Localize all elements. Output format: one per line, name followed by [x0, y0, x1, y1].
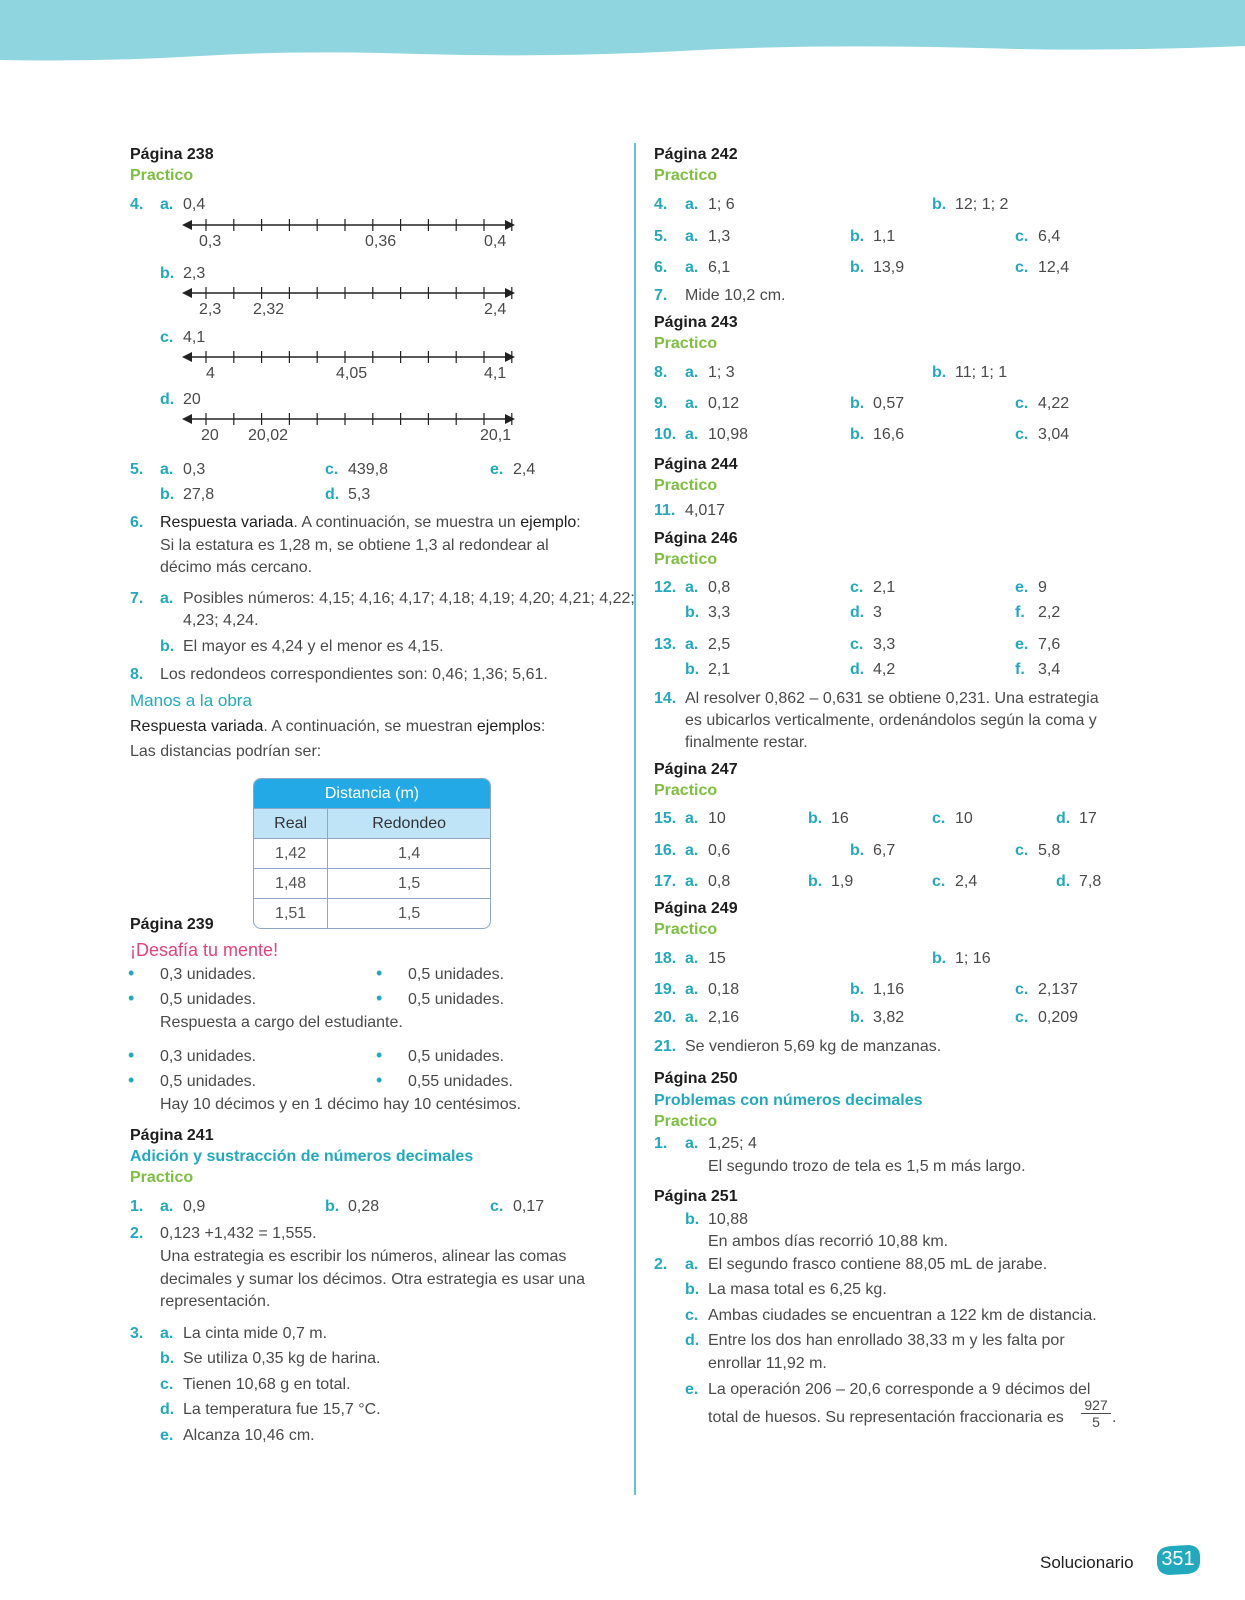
- page-heading-239: Página 239: [130, 916, 214, 933]
- answer-19c: 2,137: [1038, 981, 1079, 998]
- item-number: 11.: [654, 502, 676, 519]
- section-practico: Practico: [654, 335, 718, 352]
- letter-b: b.: [850, 426, 865, 443]
- answer-5a: 1,3: [708, 228, 731, 245]
- answer-13f: 3,4: [1038, 661, 1061, 678]
- answer-14-line1: Al resolver 0,862 – 0,631 se obtiene 0,231. Una estrategia: [685, 690, 1099, 707]
- page-heading-246: Página 246: [654, 530, 738, 547]
- answer-6b: 13,9: [873, 259, 905, 276]
- letter-b: b.: [850, 1009, 865, 1026]
- emphasis: ejemplos: [476, 718, 541, 735]
- letter-b: b.: [160, 1350, 175, 1367]
- answer-2b: La masa total es 6,25 kg.: [708, 1281, 887, 1298]
- tick-label: 2,3: [199, 301, 222, 318]
- item-number: 6.: [130, 514, 144, 531]
- item-number: 18.: [654, 950, 677, 967]
- text: . A continuación, se muestran: [263, 718, 477, 735]
- number-line-4d: [180, 408, 525, 430]
- section-manos-a-la-obra: Manos a la obra: [130, 691, 252, 710]
- period: .: [1112, 1409, 1117, 1426]
- answer-6-line2: Si la estatura es 1,28 m, se obtiene 1,3 al redondear al: [160, 537, 549, 554]
- desafia-answer: 0,5 unidades.: [408, 966, 505, 983]
- manos-line2: Las distancias podrían ser:: [130, 743, 322, 760]
- answer-2e-line1: La operación 206 – 20,6 corresponde a 9 décimos del: [708, 1381, 1091, 1398]
- letter-d: d.: [850, 661, 865, 678]
- answer-15d: 17: [1079, 810, 1097, 827]
- column-divider: [634, 143, 636, 1495]
- number-line-4b: [180, 282, 525, 304]
- letter-d: d.: [1056, 810, 1071, 827]
- answer-9b: 0,57: [873, 395, 905, 412]
- answer-3c: Tienen 10,68 g en total.: [183, 1376, 351, 1393]
- answer-1b-line2: En ambos días recorrió 10,88 km.: [708, 1233, 949, 1250]
- answer-7b: El mayor es 4,24 y el menor es 4,15.: [183, 638, 444, 655]
- answer-6a: 6,1: [708, 259, 731, 276]
- section-practico: Practico: [654, 1113, 718, 1130]
- desafia-note: Hay 10 décimos y en 1 décimo hay 10 centésimos.: [160, 1096, 522, 1113]
- item-number: 12.: [654, 579, 677, 596]
- letter-a: a.: [685, 950, 699, 967]
- letter-a: a.: [160, 1325, 174, 1342]
- answer-7a-line1: Posibles números: 4,15; 4,16; 4,17; 4,18; 4,19; 4,20; 4,21; 4,22;: [183, 590, 635, 607]
- letter-a: a.: [685, 259, 699, 276]
- item-number: 9.: [654, 395, 668, 412]
- page-heading-238: Página 238: [130, 146, 214, 163]
- answer-4b: 2,3: [183, 265, 206, 282]
- item-number: 21.: [654, 1038, 677, 1055]
- letter-c: c.: [1015, 259, 1029, 276]
- answer-7: Mide 10,2 cm.: [685, 287, 786, 304]
- letter-a: a.: [685, 1256, 699, 1273]
- answer-1c: 0,17: [513, 1198, 545, 1215]
- emphasis: Respuesta variada: [160, 514, 294, 531]
- table-row: [254, 838, 490, 868]
- letter-a: a.: [685, 873, 699, 890]
- answer-2-line3: decimales y sumar los décimos. Otra estrategia es usar una: [160, 1271, 586, 1288]
- item-number: 13.: [654, 636, 677, 653]
- emphasis: ejemplo: [520, 514, 577, 531]
- answer-4c: 4,1: [183, 329, 206, 346]
- page-heading-247: Página 247: [654, 761, 738, 778]
- item-number: 2.: [654, 1256, 668, 1273]
- letter-b: b.: [685, 604, 700, 621]
- letter-c: c.: [685, 1307, 699, 1324]
- letter-a: a.: [685, 842, 699, 859]
- desafia-note: Respuesta a cargo del estudiante.: [160, 1014, 403, 1031]
- answer-18a: 15: [708, 950, 726, 967]
- answer-12f: 2,2: [1038, 604, 1061, 621]
- answer-1a: 0,9: [183, 1198, 206, 1215]
- letter-d: d.: [685, 1332, 700, 1349]
- tick-label: 4: [206, 365, 215, 382]
- bullet-icon: •: [376, 1070, 383, 1090]
- bullet-icon: •: [128, 1070, 135, 1090]
- item-number: 10.: [654, 426, 677, 443]
- page-number-badge: [1153, 1543, 1203, 1577]
- fraction-numerator: 927: [1081, 1397, 1111, 1414]
- tick-label: 20,1: [480, 427, 512, 444]
- letter-d: d.: [160, 391, 175, 408]
- tick-label: 2,32: [253, 301, 285, 318]
- section-practico: Practico: [130, 167, 194, 184]
- answer-3a: La cinta mide 0,7 m.: [183, 1325, 328, 1342]
- answer-13d: 4,2: [873, 661, 896, 678]
- answer-21: Se vendieron 5,69 kg de manzanas.: [685, 1038, 942, 1055]
- answer-1a: 1,25; 4: [708, 1135, 757, 1152]
- bullet-icon: •: [128, 963, 135, 983]
- bullet-icon: •: [128, 988, 135, 1008]
- letter-a: a.: [160, 196, 174, 213]
- page-number: 351: [1161, 1548, 1195, 1570]
- item-number: 5.: [654, 228, 668, 245]
- fraction-denominator: 5: [1092, 1414, 1100, 1430]
- desafia-answer: 0,3 unidades.: [160, 1048, 257, 1065]
- letter-a: a.: [685, 579, 699, 596]
- answer-19b: 1,16: [873, 981, 905, 998]
- answer-5d: 5,3: [348, 486, 371, 503]
- answer-3b: Se utiliza 0,35 kg de harina.: [183, 1350, 381, 1367]
- answer-13a: 2,5: [708, 636, 731, 653]
- letter-b: b.: [850, 259, 865, 276]
- answer-2c: Ambas ciudades se encuentran a 122 km de distancia.: [708, 1307, 1097, 1324]
- letter-a: a.: [685, 395, 699, 412]
- page-heading-241: Página 241: [130, 1127, 214, 1144]
- section-problemas: Problemas con números decimales: [654, 1092, 923, 1109]
- answer-15c: 10: [955, 810, 973, 827]
- page-heading-244: Página 244: [654, 456, 738, 473]
- answer-15a: 10: [708, 810, 726, 827]
- letter-d: d.: [1056, 873, 1071, 890]
- tick-label: 20,02: [248, 427, 289, 444]
- answer-3e: Alcanza 10,46 cm.: [183, 1427, 315, 1444]
- letter-b: b.: [932, 196, 947, 213]
- answer-9a: 0,12: [708, 395, 740, 412]
- answer-4a: 1; 6: [708, 196, 735, 213]
- bullet-icon: •: [376, 963, 383, 983]
- bullet-icon: •: [376, 988, 383, 1008]
- answer-10a: 10,98: [708, 426, 749, 443]
- answer-17c: 2,4: [955, 873, 978, 890]
- answer-2d-line1: Entre los dos han enrollado 38,33 m y les falta por: [708, 1332, 1065, 1349]
- letter-d: d.: [325, 486, 340, 503]
- answer-5b: 1,1: [873, 228, 896, 245]
- answer-18b: 1; 16: [955, 950, 991, 967]
- answer-13b: 2,1: [708, 661, 731, 678]
- footer-label: Solucionario: [1040, 1553, 1134, 1572]
- letter-f: f.: [1015, 604, 1025, 621]
- answer-2e-line2: total de huesos. Su representación fraccionaria es: [708, 1409, 1064, 1426]
- letter-a: a.: [160, 461, 174, 478]
- answer-12e: 9: [1038, 579, 1047, 596]
- item-number: 7.: [654, 287, 668, 304]
- answer-13c: 3,3: [873, 636, 896, 653]
- answer-19a: 0,18: [708, 981, 740, 998]
- answer-2-line1: 0,123 +1,432 = 1,555.: [160, 1225, 317, 1242]
- letter-c: c.: [490, 1198, 504, 1215]
- answer-10c: 3,04: [1038, 426, 1070, 443]
- answer-1a-line2: El segundo trozo de tela es 1,5 m más largo.: [708, 1158, 1026, 1175]
- tick-label: 4,05: [336, 365, 368, 382]
- letter-e: e.: [490, 461, 504, 478]
- answer-2-line2: Una estrategia es escribir los números, alinear las comas: [160, 1248, 567, 1265]
- section-desafia: ¡Desafía tu mente!: [130, 940, 279, 960]
- letter-a: a.: [685, 196, 699, 213]
- letter-b: b.: [808, 810, 823, 827]
- letter-d: d.: [850, 604, 865, 621]
- tick-label: 20: [201, 427, 219, 444]
- answer-4b: 12; 1; 2: [955, 196, 1009, 213]
- answer-9c: 4,22: [1038, 395, 1070, 412]
- section-practico: Practico: [654, 921, 718, 938]
- letter-a: a.: [160, 590, 174, 607]
- answer-2-line4: representación.: [160, 1293, 271, 1310]
- item-number: 20.: [654, 1009, 677, 1026]
- item-number: 8.: [130, 666, 144, 683]
- letter-b: b.: [850, 981, 865, 998]
- table-cell: 1,4: [328, 838, 490, 868]
- page-heading-249: Página 249: [654, 900, 738, 917]
- desafia-answer: 0,5 unidades.: [408, 991, 505, 1008]
- item-number: 4.: [654, 196, 668, 213]
- letter-b: b.: [850, 842, 865, 859]
- letter-b: b.: [850, 228, 865, 245]
- letter-b: b.: [685, 1211, 700, 1228]
- emphasis: Respuesta variada: [130, 718, 264, 735]
- desafia-answer: 0,5 unidades.: [160, 991, 257, 1008]
- item-number: 3.: [130, 1325, 144, 1342]
- answer-13e: 7,6: [1038, 636, 1061, 653]
- item-number: 8.: [654, 364, 668, 381]
- letter-e: e.: [1015, 636, 1029, 653]
- answer-20b: 3,82: [873, 1009, 905, 1026]
- answer-14-line2: es ubicarlos verticalmente, ordenándolos según la coma y: [685, 712, 1097, 729]
- letter-c: c.: [1015, 228, 1029, 245]
- letter-b: b.: [160, 638, 175, 655]
- text: :: [540, 718, 546, 735]
- distance-table: [253, 778, 491, 929]
- letter-a: a.: [685, 1135, 699, 1152]
- page-heading-242: Página 242: [654, 146, 738, 163]
- answer-7a-line2: 4,23; 4,24.: [183, 612, 259, 629]
- answer-11: 4,017: [685, 502, 726, 519]
- table-row: [254, 868, 490, 898]
- answer-6-line3: décimo más cercano.: [160, 559, 313, 576]
- answer-4d: 20: [183, 391, 201, 408]
- table-cell: 1,51: [254, 898, 328, 928]
- letter-c: c.: [850, 636, 864, 653]
- desafia-answer: 0,5 unidades.: [408, 1048, 505, 1065]
- letter-b: b.: [685, 1281, 700, 1298]
- letter-c: c.: [932, 873, 946, 890]
- item-number: 2.: [130, 1225, 144, 1242]
- letter-c: c.: [1015, 981, 1029, 998]
- letter-b: b.: [325, 1198, 340, 1215]
- answer-2d-line2: enrollar 11,92 m.: [708, 1355, 827, 1372]
- item-number: 15.: [654, 810, 677, 827]
- letter-b: b.: [932, 364, 947, 381]
- answer-17d: 7,8: [1079, 873, 1102, 890]
- letter-b: b.: [160, 265, 175, 282]
- table-cell: 1,5: [328, 868, 490, 898]
- letter-c: c.: [1015, 395, 1029, 412]
- answer-5c: 439,8: [348, 461, 389, 478]
- page-heading-251: Página 251: [654, 1188, 738, 1205]
- letter-a: a.: [685, 636, 699, 653]
- letter-b: b.: [850, 395, 865, 412]
- item-number: 1.: [654, 1135, 668, 1152]
- answer-17b: 1,9: [831, 873, 854, 890]
- item-number: 5.: [130, 461, 144, 478]
- letter-a: a.: [685, 228, 699, 245]
- item-number: 16.: [654, 842, 677, 859]
- page-heading-250: Página 250: [654, 1070, 738, 1087]
- answer-12d: 3: [873, 604, 882, 621]
- letter-c: c.: [1015, 426, 1029, 443]
- item-number: 6.: [654, 259, 668, 276]
- desafia-answer: 0,5 unidades.: [160, 1073, 257, 1090]
- answer-4a: 0,4: [183, 196, 206, 213]
- text: . A continuación, se muestra un: [293, 514, 521, 531]
- bullet-icon: •: [376, 1045, 383, 1065]
- answer-5e: 2,4: [513, 461, 536, 478]
- item-number: 14.: [654, 690, 677, 707]
- answer-17a: 0,8: [708, 873, 731, 890]
- section-practico: Practico: [654, 477, 718, 494]
- answer-1b: 10,88: [708, 1211, 749, 1228]
- letter-a: a.: [685, 364, 699, 381]
- letter-f: f.: [1015, 661, 1025, 678]
- column-header: Redondeo: [328, 808, 490, 838]
- item-number: 19.: [654, 981, 677, 998]
- letter-c: c.: [325, 461, 339, 478]
- letter-e: e.: [160, 1427, 174, 1444]
- answer-5b: 27,8: [183, 486, 215, 503]
- letter-b: b.: [685, 661, 700, 678]
- letter-b: b.: [160, 486, 175, 503]
- bullet-icon: •: [128, 1045, 135, 1065]
- answer-20c: 0,209: [1038, 1009, 1079, 1026]
- page-heading-243: Página 243: [654, 314, 738, 331]
- letter-a: a.: [685, 1009, 699, 1026]
- letter-e: e.: [1015, 579, 1029, 596]
- section-practico: Practico: [654, 782, 718, 799]
- answer-14-line3: finalmente restar.: [685, 734, 808, 751]
- answer-12b: 3,3: [708, 604, 731, 621]
- letter-d: d.: [160, 1401, 175, 1418]
- table-row: [254, 898, 490, 928]
- letter-a: a.: [685, 426, 699, 443]
- section-practico: Practico: [130, 1169, 194, 1186]
- table-cell: 1,48: [254, 868, 328, 898]
- fraction: [1081, 1397, 1111, 1430]
- tick-label: 0,3: [199, 233, 222, 250]
- table-cell: 1,42: [254, 838, 328, 868]
- answer-5a: 0,3: [183, 461, 206, 478]
- letter-c: c.: [160, 1376, 174, 1393]
- letter-c: c.: [160, 329, 174, 346]
- number-line-4a: [180, 214, 525, 236]
- letter-a: a.: [160, 1198, 174, 1215]
- table-title: Distancia (m): [254, 779, 490, 808]
- item-number: 4.: [130, 196, 144, 213]
- table-cell: 1,5: [328, 898, 490, 928]
- letter-c: c.: [1015, 1009, 1029, 1026]
- tick-label: 4,1: [484, 365, 507, 382]
- answer-8: Los redondeos correspondientes son: 0,46; 1,36; 5,61.: [160, 666, 548, 683]
- answer-20a: 2,16: [708, 1009, 740, 1026]
- tick-label: 0,4: [484, 233, 507, 250]
- letter-c: c.: [850, 579, 864, 596]
- item-number: 1.: [130, 1198, 144, 1215]
- tick-label: 2,4: [484, 301, 507, 318]
- answer-16a: 0,6: [708, 842, 731, 859]
- answer-16c: 5,8: [1038, 842, 1061, 859]
- answer-8a: 1; 3: [708, 364, 735, 381]
- desafia-answer: 0,3 unidades.: [160, 966, 257, 983]
- answer-6-line1: [160, 513, 581, 533]
- letter-c: c.: [1015, 842, 1029, 859]
- answer-3d: La temperatura fue 15,7 °C.: [183, 1401, 381, 1418]
- letter-e: e.: [685, 1381, 699, 1398]
- letter-a: a.: [685, 810, 699, 827]
- column-header: Real: [254, 808, 328, 838]
- answer-8b: 11; 1; 1: [955, 364, 1008, 381]
- answer-1b: 0,28: [348, 1198, 380, 1215]
- tick-label: 0,36: [365, 233, 397, 250]
- item-number: 7.: [130, 590, 144, 607]
- answer-5c: 6,4: [1038, 228, 1061, 245]
- desafia-answer: 0,55 unidades.: [408, 1073, 513, 1090]
- answer-15b: 16: [831, 810, 849, 827]
- section-adicion: Adición y sustracción de números decimales: [130, 1148, 474, 1165]
- item-number: 17.: [654, 873, 677, 890]
- answer-12c: 2,1: [873, 579, 896, 596]
- answer-6c: 12,4: [1038, 259, 1070, 276]
- answer-10b: 16,6: [873, 426, 905, 443]
- manos-line1: [130, 717, 545, 737]
- answer-12a: 0,8: [708, 579, 731, 596]
- letter-b: b.: [932, 950, 947, 967]
- letter-c: c.: [932, 810, 946, 827]
- section-practico: Practico: [654, 551, 718, 568]
- text: :: [576, 514, 581, 531]
- answer-2a: El segundo frasco contiene 88,05 mL de jarabe.: [708, 1256, 1048, 1273]
- section-practico: Practico: [654, 167, 718, 184]
- letter-a: a.: [685, 981, 699, 998]
- letter-b: b.: [808, 873, 823, 890]
- answer-16b: 6,7: [873, 842, 896, 859]
- top-banner: [0, 0, 1245, 66]
